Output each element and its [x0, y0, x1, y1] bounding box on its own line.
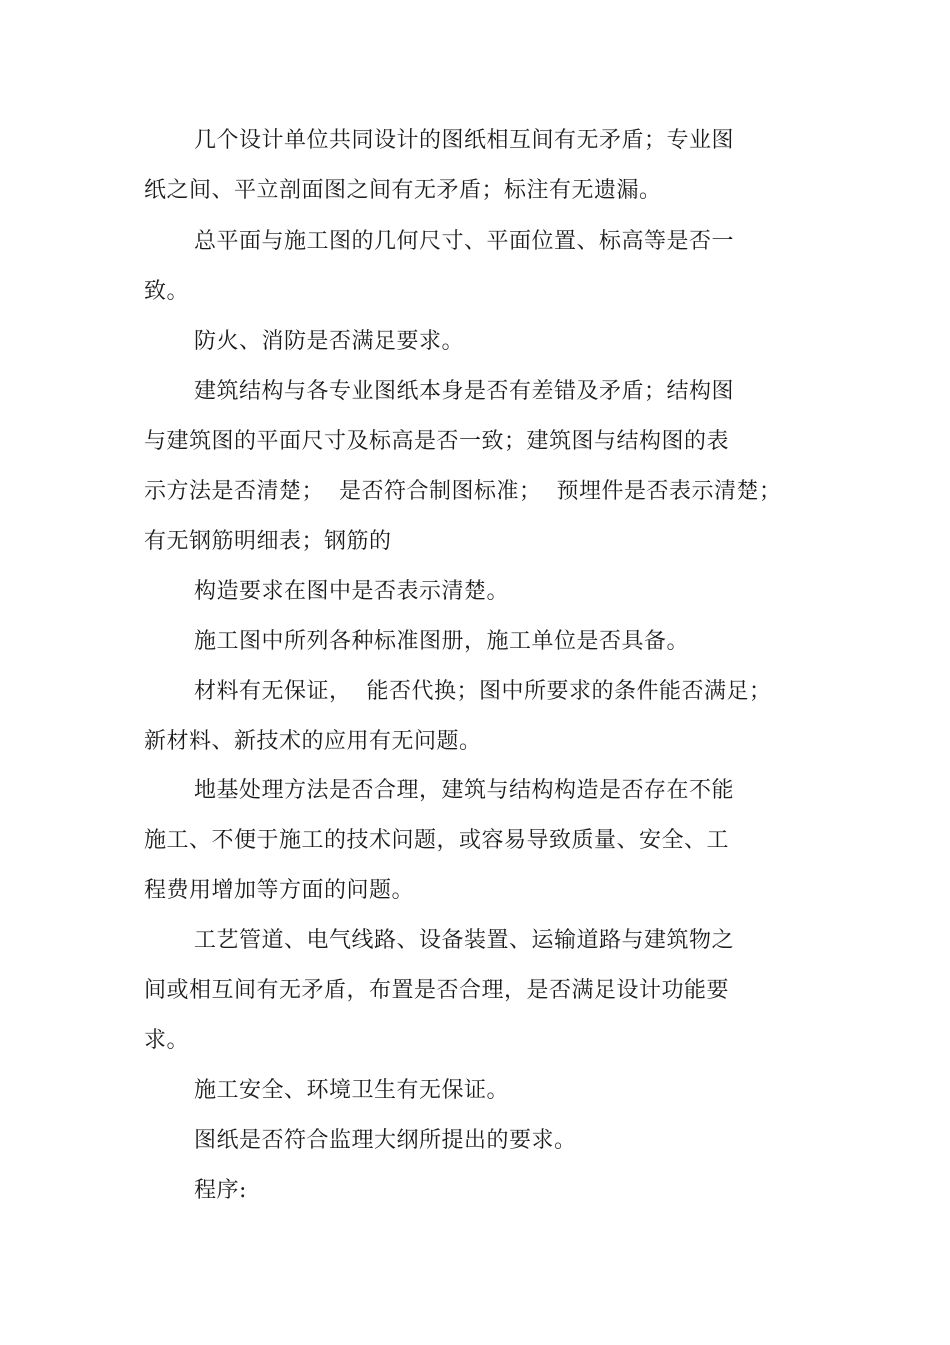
- text-line: 地基处理方法是否合理，建筑与结构构造是否存在不能: [194, 778, 735, 803]
- text-line: 几个设计单位共同设计的图纸相互间有无矛盾；专业图: [194, 128, 735, 153]
- text-line: 工艺管道、电气线路、设备装置、运输道路与建筑物之: [194, 928, 735, 953]
- text-line: 间或相互间有无矛盾，布置是否合理，是否满足设计功能要: [144, 978, 730, 1003]
- text-line: 施工、不便于施工的技术问题，或容易导致质量、安全、工: [144, 828, 730, 853]
- text-line: 总平面与施工图的几何尺寸、平面位置、标高等是否一: [194, 229, 735, 254]
- text-line: 材料有无保证， 能否代换；图中所要求的条件能否满足；: [194, 679, 772, 704]
- text-line: 图纸是否符合监理大纲所提出的要求。: [194, 1128, 577, 1153]
- text-line: 建筑结构与各专业图纸本身是否有差错及矛盾；结构图: [194, 379, 735, 404]
- text-line: 新材料、新技术的应用有无问题。: [144, 729, 482, 754]
- text-line: 防火、消防是否满足要求。: [194, 329, 465, 354]
- text-line: 施工安全、环境卫生有无保证。: [194, 1078, 510, 1103]
- text-line: 求。: [144, 1028, 190, 1053]
- text-line: 纸之间、平立剖面图之间有无矛盾；标注有无遗漏。: [144, 178, 662, 203]
- text-line: 构造要求在图中是否表示清楚。: [194, 579, 510, 604]
- text-line: 与建筑图的平面尺寸及标高是否一致；建筑图与结构图的表: [144, 429, 730, 454]
- text-line: 致。: [144, 279, 190, 304]
- text-line: 有无钢筋明细表；钢筋的: [144, 529, 392, 554]
- text-line: 示方法是否清楚； 是否符合制图标准； 预埋件是否表示清楚；: [144, 479, 782, 504]
- text-line: 程费用增加等方面的问题。: [144, 878, 415, 903]
- text-line: 程序:: [194, 1178, 247, 1203]
- text-line: 施工图中所列各种标准图册，施工单位是否具备。: [194, 629, 690, 654]
